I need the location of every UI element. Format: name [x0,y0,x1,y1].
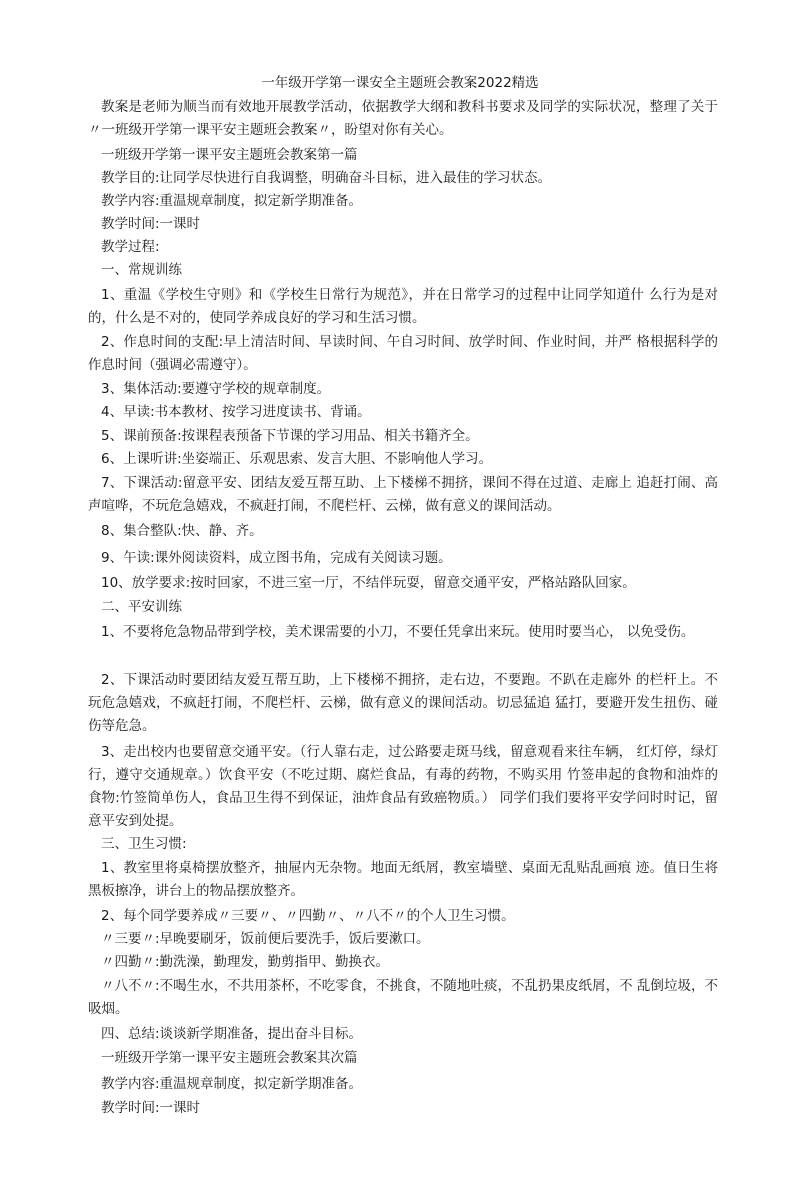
routine-item-1: 1、重温《学校生守则》和《学校生日常行为规范》，并在日常学习的过程中让同学知道什 么行为是对的，什么是不对的，使同学养成良好的学习和生活习惯。 [88,287,718,326]
heading-routine: 一、常规训练 [101,262,182,278]
hygiene-four-diligence: 〃四勤〃:勤洗澡，勤理发，勤剪指甲、勤换衣。 [101,954,390,970]
routine-item-4: 4、早读:书本教材、按学习进度读书、背诵。 [101,404,371,420]
teaching-time: 教学时间:一课时 [101,216,201,232]
hygiene-item-1: 1、教室里将桌椅摆放整齐，抽屉内无杂物。地面无纸屑，教室墙壁、桌面无乱贴乱画痕 迹。值日生将黑板擦净，讲台上的物品摆放整齐。 [88,860,718,899]
heading-safety: 二、平安训练 [101,599,182,615]
teaching-process: 教学过程: [101,239,160,255]
hygiene-three-musts: 〃三要〃:早晚要刷牙，饭前便后要洗手，饭后要漱口。 [101,931,430,947]
teaching-goal: 教学目的:让同学尽快进行自我调整，明确奋斗目标，进入最佳的学习状态。 [101,170,552,186]
routine-item-6: 6、上课听讲:坐姿端正、乐观思索、发言大胆、不影响他人学习。 [101,451,493,467]
section-title-2: 一班级开学第一课平安主题班会教案其次篇 [101,1050,358,1066]
routine-item-9: 9、午读:课外阅读资料，成立图书角，完成有关阅读习题。 [101,550,452,566]
heading-hygiene: 三、卫生习惯: [101,836,187,852]
safety-item-1: 1、不要将危急物品带到学校，美术课需要的小刀，不要任凭拿出来玩。使用时要当心， 以免受伤。 [101,624,695,640]
heading-summary: 四、总结:谈谈新学期准备，提出奋斗目标。 [101,1026,363,1042]
section-title-1: 一班级开学第一课平安主题班会教案第一篇 [101,147,358,163]
routine-item-7: 7、下课活动:留意平安、团结友爱互帮互助、上下楼梯不拥挤，课间不得在过道、走廊上 追赶打闹、高声喧哗，不玩危急嬉戏，不疯赶打闹，不爬栏杆、云梯，做有意义的课间活动。 [88,475,718,514]
hygiene-eight-donts: 〃八不〃:不喝生水，不共用茶杯，不吃零食，不挑食，不随地吐痰，不乱扔果皮纸屑，不 乱倒垃圾，不吸烟。 [88,978,718,1017]
teaching-content: 教学内容:重温规章制度，拟定新学期准备。 [101,193,363,209]
routine-item-5: 5、课前预备:按课程表预备下节课的学习用品、相关书籍齐全。 [101,428,479,444]
routine-item-2: 2、作息时间的支配:早上清洁时间、早读时间、午自习时间、放学时间、作业时间，并严 格根据科学的作息时间（强调必需遵守）。 [88,334,718,373]
safety-item-3: 3、走出校内也要留意交通平安。（行人靠右走，过公路要走斑马线，留意观看来往车辆， 红灯停，绿灯行，遵守交通规章。）饮食平安（不吃过期、腐烂食品，有毒的药物，不购买用 竹签串起的食物和油炸的食物:竹签简单伤人，食品卫生得不到保证，油炸食品有致癌物质。） 同学们我们要将平安学问时时记，留意平安到处提。 [88,744,718,829]
intro-paragraph: 教案是老师为顺当而有效地开展教学活动，依据教学大纲和教科书要求及同学的实际状况，整理了关于〃一班级开学第一课平安主题班会教案〃，盼望对你有关心。 [88,99,718,138]
teaching-content-2: 教学内容:重温规章制度，拟定新学期准备。 [101,1076,363,1092]
hygiene-item-2: 2、每个同学要养成〃三要〃、〃四勤〃、〃八不〃的个人卫生习惯。 [101,908,515,924]
routine-item-10: 10、放学要求:按时回家，不进三室一厅，不结伴玩耍，留意交通平安，严格站路队回家。 [101,575,636,591]
routine-item-8: 8、集合整队:快、静、齐。 [101,523,263,539]
routine-item-3: 3、集体活动:要遵守学校的规章制度。 [101,381,331,397]
document-title: 一年级开学第一课安全主题班会教案2022精选 [261,75,539,91]
teaching-time-2: 教学时间:一课时 [101,1100,201,1116]
safety-item-2: 2、下课活动时要团结友爱互帮互助，上下楼梯不拥挤，走右边，不要跑。不趴在走廊外 的栏杆上。不玩危急嬉戏，不疯赶打闹，不爬栏杆、云梯，做有意义的课间活动。切忌猛追 猛打，要避开发生扭伤、碰伤等危急。 [88,672,718,734]
